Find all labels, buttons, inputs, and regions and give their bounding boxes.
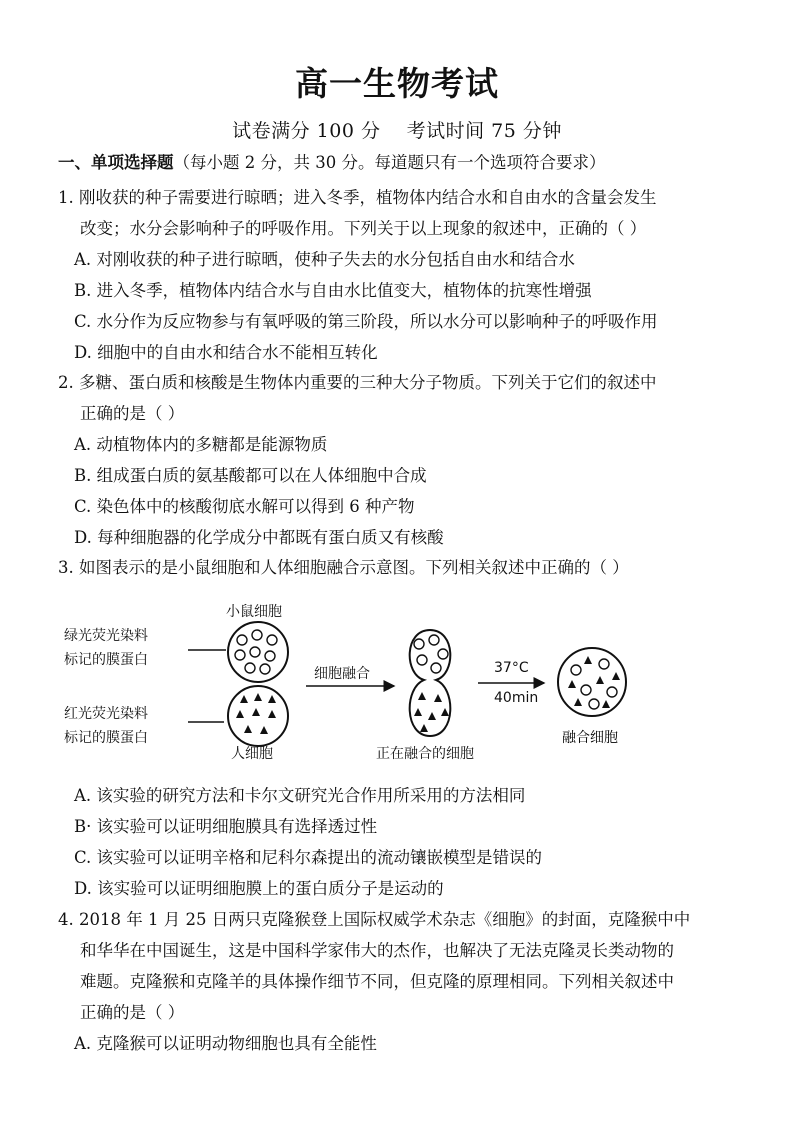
page-title: 高一生物考试: [295, 64, 499, 103]
question-2-stem-line-2: 正确的是（ ）: [80, 404, 185, 423]
green-label-line-1: 绿光荧光染料: [64, 628, 148, 644]
question-4-stem-line-3: 难题。克隆猴和克隆羊的具体操作细节不同，但克隆的原理相同。下列相关叙述中: [80, 972, 674, 991]
cell-fusion-diagram: [58, 592, 548, 772]
fused-cell-red-marks: [568, 656, 620, 708]
question-3-option-c: C. 该实验可以证明辛格和尼科尔森提出的流动镶嵌模型是错误的: [74, 848, 543, 867]
fused-cell: [558, 648, 626, 716]
question-3-option-a: A. 该实验的研究方法和卡尔文研究光合作用所采用的方法相同: [74, 786, 526, 805]
question-2-option-a: A. 动植物体内的多糖都是能源物质: [74, 435, 328, 454]
question-4-stem-line-1: 4. 2018 年 1 月 25 日两只克隆猴登上国际权威学术杂志《细胞》的封面，克隆猴中中: [58, 910, 691, 929]
question-3-stem-line-1: 3. 如图表示的是小鼠细胞和人体细胞融合示意图。下列相关叙述中正确的（ ）: [58, 558, 629, 577]
mouse-cell: [228, 622, 288, 682]
question-1-option-d: D. 细胞中的自由水和结合水不能相互转化: [74, 343, 378, 362]
red-label-line-2: 标记的膜蛋白: [64, 730, 148, 746]
question-1-option-a: A. 对刚收获的种子进行晾晒，使种子失去的水分包括自由水和结合水: [74, 250, 575, 269]
human-cell-label: 人细胞: [231, 746, 273, 762]
section-heading: [58, 153, 605, 173]
question-4-stem-line-2: 和华华在中国诞生，这是中国科学家伟大的杰作，也解决了无法克隆灵长类动物的: [80, 941, 674, 960]
green-protein-dots: [235, 630, 277, 674]
question-2-stem-line-1: 2. 多糖、蛋白质和核酸是生物体内重要的三种大分子物质。下列关于它们的叙述中: [58, 373, 657, 392]
mouse-cell-label: 小鼠细胞: [226, 604, 282, 620]
fusing-cell: [410, 630, 451, 736]
question-2-option-b: B. 组成蛋白质的氨基酸都可以在人体细胞中合成: [74, 466, 427, 485]
question-1-stem-line-1: 1. 刚收获的种子需要进行晾晒；进入冬季，植物体内结合水和自由水的含量会发生: [58, 188, 657, 207]
fusing-cell-green-dots: [414, 635, 448, 673]
fusing-cell-red-marks: [414, 692, 449, 732]
question-1-option-b: B. 进入冬季，植物体内结合水与自由水比值变大，植物体的抗寒性增强: [74, 281, 592, 300]
fused-cell-diagram: [548, 592, 748, 772]
temperature-label: 37°C: [494, 660, 529, 676]
section-title: 一、单项选择题: [58, 153, 174, 172]
question-3-option-b: B· 该实验可以证明细胞膜具有选择透过性: [74, 817, 378, 836]
fused-cell-label: 融合细胞: [562, 730, 618, 746]
question-1-option-c: C. 水分作为反应物参与有氧呼吸的第三阶段，所以水分可以影响种子的呼吸作用: [74, 312, 658, 331]
red-label-line-1: 红光荧光染料: [64, 706, 148, 722]
question-2-option-c: C. 染色体中的核酸彻底水解可以得到 6 种产物: [74, 497, 415, 516]
question-4-option-a: A. 克隆猴可以证明动物细胞也具有全能性: [74, 1034, 377, 1053]
fusing-cell-label: 正在融合的细胞: [376, 746, 474, 762]
question-3-option-d: D. 该实验可以证明细胞膜上的蛋白质分子是运动的: [74, 879, 444, 898]
green-label-line-2: 标记的膜蛋白: [64, 652, 148, 668]
exam-info: 试卷满分 100 分 考试时间 75 分钟: [232, 120, 562, 142]
time-label: 40min: [494, 690, 539, 706]
fusion-arrow-label: 细胞融合: [314, 666, 370, 682]
question-2-option-d: D. 每种细胞器的化学成分中都既有蛋白质又有核酸: [74, 528, 444, 547]
question-4-stem-line-4: 正确的是（ ）: [80, 1003, 185, 1022]
red-protein-marks: [236, 693, 276, 734]
question-1-stem-line-2: 改变；水分会影响种子的呼吸作用。下列关于以上现象的叙述中，正确的（ ）: [80, 219, 647, 238]
section-note: （每小题 2 分，共 30 分。每道题只有一个选项符合要求）: [173, 153, 606, 172]
